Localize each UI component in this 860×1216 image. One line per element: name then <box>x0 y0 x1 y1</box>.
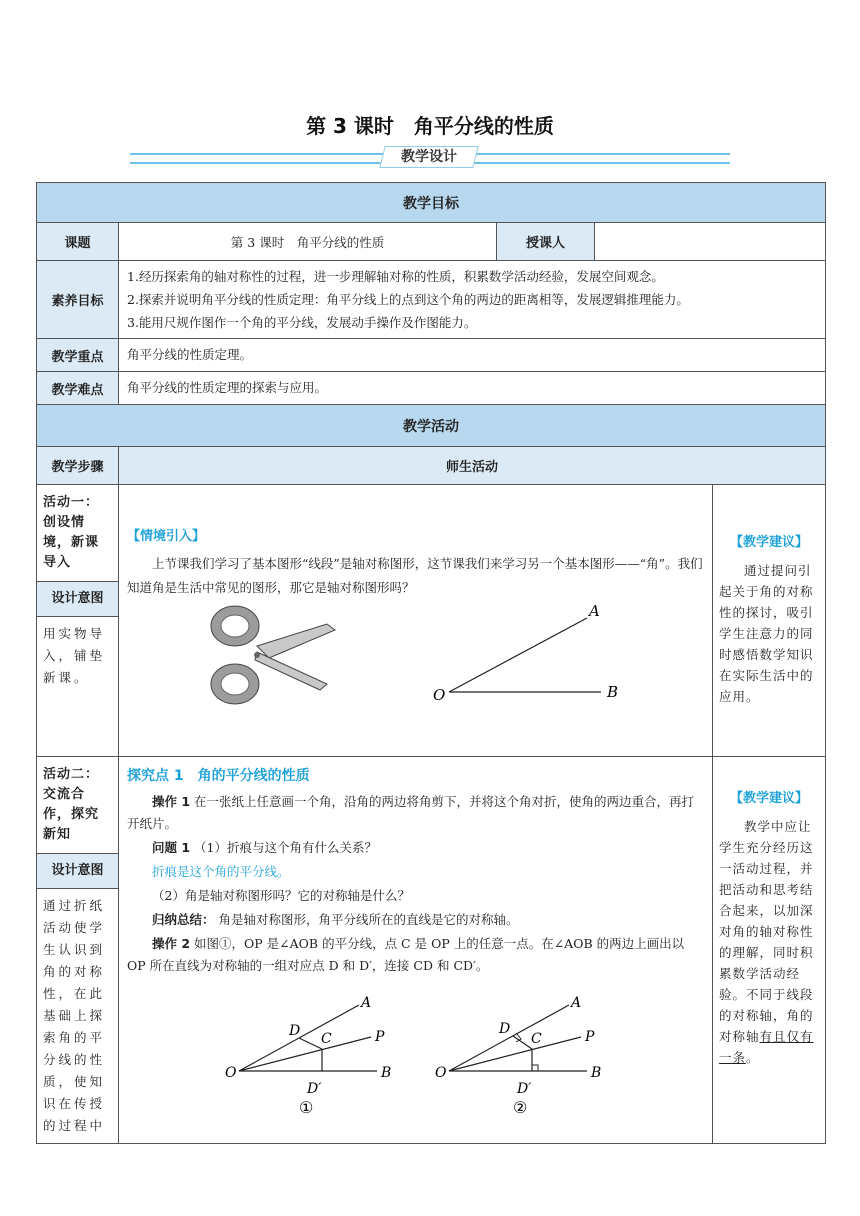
activity1-design-text: 用实物导入，铺垫新课。 <box>43 626 106 685</box>
right-angle-mark <box>532 1065 538 1071</box>
activity2-suggestion-emphasis: 有且仅有一条 <box>719 1029 814 1065</box>
fig2-label-p: P <box>585 1029 595 1045</box>
teacher-value <box>595 223 826 261</box>
goals-header: 教学目标 <box>37 183 826 223</box>
steps-header: 教学步骤 <box>37 447 119 485</box>
fig1-number: ① <box>299 1098 314 1115</box>
activity1-main <box>119 485 713 757</box>
activities-header: 教学活动 <box>37 405 826 447</box>
activity2-name: 活动二：交流合作，探究新知 <box>43 767 100 842</box>
fig1-label-d: D <box>289 1023 301 1039</box>
activity2-point-title: 探究点 1 角的平分线的性质 <box>127 768 310 784</box>
teacher-student-header: 师生活动 <box>119 447 826 485</box>
activity1-figures <box>127 600 687 710</box>
lesson-title: 第 3 课时 角平分线的性质 <box>306 114 554 138</box>
competency-item: 1.经历探索角的轴对称性的过程，进一步理解轴对称的性质，积累数学活动经验，发展空间观念。 <box>127 269 664 284</box>
fig2-label-c: C <box>531 1031 542 1047</box>
label-b: B <box>607 683 619 701</box>
activity2-op2 <box>127 933 704 977</box>
activity2-q1 <box>127 837 704 859</box>
activity1-suggestion-text: 通过提问引起关于角的对称性的探讨，吸引学生注意力的同时感悟数学知识在实际生活中的应用。 <box>719 563 814 704</box>
key-point-value: 角平分线的性质定理。 <box>119 339 826 372</box>
activity2-left <box>37 757 119 1144</box>
competency-label: 素养目标 <box>37 261 119 339</box>
q2-text: （2）角是轴对称图形吗？它的对称轴是什么？ <box>152 888 410 903</box>
difficulty-label: 教学难点 <box>37 372 119 405</box>
q1-answer: 折痕是这个角的平分线。 <box>152 864 290 879</box>
fig2-label-o: O <box>435 1065 447 1081</box>
activity1-left <box>37 485 119 757</box>
scissors-image <box>211 606 335 704</box>
fig2-number: ② <box>513 1098 528 1115</box>
activity1-section: 【情境引入】 <box>127 529 206 544</box>
activity1-suggestion-title: 【教学建议】 <box>730 535 809 550</box>
difficulty-value: 角平分线的性质定理的探索与应用。 <box>119 372 826 405</box>
banner-label: 教学设计 <box>401 149 457 165</box>
fig1-label-c: C <box>321 1031 332 1047</box>
summary-label: 归纳总结： <box>152 912 215 927</box>
topic-label: 课题 <box>37 223 119 261</box>
fig1-label-dprime: D′ <box>307 1081 322 1097</box>
activity2-figures <box>127 977 687 1115</box>
label-a: A <box>589 602 600 620</box>
activity2-suggestion-end: 。 <box>746 1050 760 1065</box>
op1-text: 在一张纸上任意画一个角，沿角的两边将角剪下，并将这个角对折，使角的两边重合，再打开纸片。 <box>127 794 695 831</box>
activity2-design-text: 通过折纸活动使学生认识到角的对称性，在此基础上探索角的平分线的性质，使知识在传授的过程中 <box>43 898 106 1133</box>
op2-label: 操作 2 <box>152 936 191 951</box>
fig2-label-a: A <box>571 995 582 1011</box>
activity2-op1 <box>127 791 704 835</box>
activity1-paragraph: 上节课我们学习了基本图形“线段”是轴对称图形，这节课我们来学习另一个基本图形——“角”。我们知道角是生活中常见的图形，那它是轴对称图形吗？ <box>127 556 703 595</box>
key-point-label: 教学重点 <box>37 339 119 372</box>
q1-label: 问题 1 <box>152 840 191 855</box>
activity1-name: 活动一：创设情境，新课导入 <box>43 495 100 570</box>
competency-goals <box>119 261 826 339</box>
activity2-summary <box>127 909 704 931</box>
fig1-label-o: O <box>225 1065 237 1081</box>
activity2-suggestion-body <box>713 816 825 1068</box>
fig1-label-a: A <box>361 995 372 1011</box>
section-banner <box>130 146 730 166</box>
teacher-label: 授课人 <box>497 223 595 261</box>
figure-2 <box>435 995 601 1115</box>
competency-item: 3.能用尺规作图作一个角的平分线，发展动手操作及作图能力。 <box>127 315 477 330</box>
summary-text: 角是轴对称图形，角平分线所在的直线是它的对称轴。 <box>218 912 519 927</box>
activity1-design-label: 设计意图 <box>37 581 118 617</box>
fig2-label-d: D <box>499 1021 511 1037</box>
activity2-suggestion-text: 教学中应让学生充分经历这一活动过程，并把活动和思考结合起来，以加深对角的轴对称性的理解，同时积累数学活动经验。不同于线段的对称轴，角的对称轴 <box>719 819 814 1044</box>
label-o: O <box>433 686 446 704</box>
fig2-label-b: B <box>591 1065 602 1081</box>
q1-text: （1）折痕与这个角有什么关系？ <box>194 840 378 855</box>
competency-item: 2.探索并说明角平分线的性质定理：角平分线上的点到这个角的两边的距离相等，发展逻辑推理能力。 <box>127 292 689 307</box>
figure-1 <box>225 995 391 1115</box>
op1-label: 操作 1 <box>152 794 191 809</box>
activity2-main <box>119 757 713 1144</box>
activity1-suggestion <box>713 485 826 757</box>
topic-value: 第 3 课时 角平分线的性质 <box>119 223 497 261</box>
angle-aob-figure <box>433 602 618 704</box>
activity2-suggestion-title: 【教学建议】 <box>730 791 809 806</box>
activity2-suggestion <box>713 757 826 1144</box>
op2-text: 如图①，OP 是∠AOB 的平分线，点 C 是 OP 上的任意一点。在∠AOB 的两边上画出以 OP 所在直线为对称轴的一组对应点 D 和 D′，连接 CD 和 CD′。 <box>127 936 685 973</box>
fig1-label-p: P <box>375 1029 385 1045</box>
lesson-plan-table <box>36 182 826 1144</box>
activity2-design-label: 设计意图 <box>37 853 118 889</box>
fig1-label-b: B <box>381 1065 392 1081</box>
fig2-label-dprime: D′ <box>517 1081 532 1097</box>
